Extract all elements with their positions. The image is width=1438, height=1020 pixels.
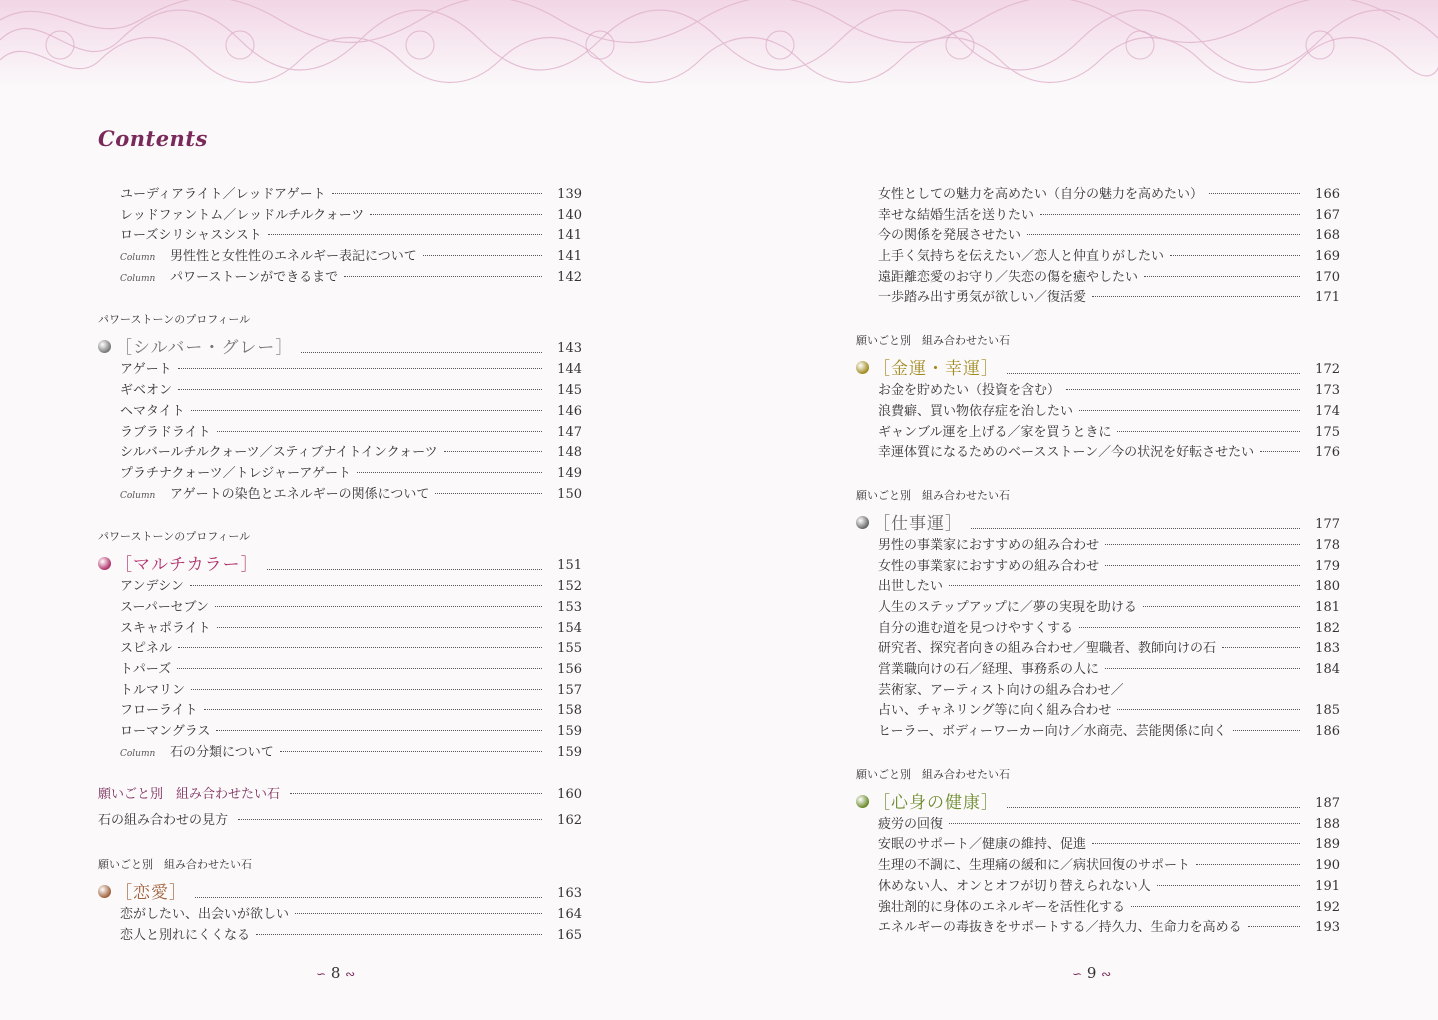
entry-page: 185 bbox=[1315, 703, 1340, 719]
leader-dots bbox=[178, 647, 542, 648]
entry-title: ユーディアライト／レッドアゲート bbox=[120, 187, 326, 202]
leader-dots bbox=[1007, 373, 1300, 374]
toc-entry[interactable] bbox=[98, 423, 582, 444]
leader-dots bbox=[1066, 389, 1300, 390]
toc-entry[interactable] bbox=[856, 856, 1340, 877]
entry-title: 強壮剤的に身体のエネルギーを活性化する bbox=[878, 899, 1126, 915]
toc-entry[interactable] bbox=[856, 639, 1340, 660]
entry-title: 研究者、探究者向きの組み合わせ／聖職者、教師向けの石 bbox=[878, 641, 1217, 657]
leader-dots bbox=[177, 668, 542, 669]
leader-dots bbox=[1105, 565, 1300, 566]
toc-entry[interactable] bbox=[856, 619, 1340, 640]
section-label: パワーストーンのプロフィール bbox=[98, 313, 251, 327]
leader-dots bbox=[444, 451, 542, 452]
entry-title: スキャポライト bbox=[120, 620, 211, 636]
entry-page: 158 bbox=[557, 703, 582, 719]
leader-dots bbox=[1117, 431, 1300, 432]
entry-title: フローライト bbox=[120, 703, 198, 719]
entry-title: ギベオン bbox=[120, 383, 173, 399]
category-heading[interactable] bbox=[856, 506, 1340, 534]
entry-page: 159 bbox=[557, 744, 582, 760]
category-gem-icon bbox=[856, 361, 869, 374]
entry-page: 139 bbox=[557, 187, 582, 202]
entry-title: 生理の不調に、生理痛の緩和に／病状回復のサポート bbox=[878, 858, 1191, 874]
entry-page: 193 bbox=[1315, 920, 1340, 936]
toc-entry[interactable] bbox=[98, 247, 582, 268]
toc-entry[interactable] bbox=[98, 226, 582, 247]
entry-title: 人生のステップアップに／夢の実現を助ける bbox=[878, 599, 1137, 615]
category-page: 151 bbox=[557, 558, 582, 574]
toc-entry[interactable] bbox=[856, 918, 1340, 939]
entry-page: 149 bbox=[557, 465, 582, 481]
toc-entry[interactable] bbox=[856, 722, 1340, 743]
entry-page: 184 bbox=[1315, 662, 1340, 677]
category-heading[interactable] bbox=[856, 785, 1340, 813]
entry-title: 一歩踏み出す勇気が欲しい／復活愛 bbox=[878, 290, 1087, 306]
toc-entry[interactable] bbox=[856, 577, 1340, 598]
entry-title: 占い、チャネリング等に向く組み合わせ bbox=[878, 703, 1112, 719]
toc-entry[interactable] bbox=[98, 464, 582, 485]
leader-dots bbox=[370, 214, 542, 215]
leader-dots bbox=[215, 606, 542, 607]
entry-title: 石の分類について bbox=[170, 744, 274, 760]
toc-entry[interactable] bbox=[98, 701, 582, 722]
toc-entry[interactable] bbox=[856, 660, 1340, 681]
category-name: ［恋愛］ bbox=[115, 883, 187, 904]
entry-title: スピネル bbox=[120, 641, 173, 657]
category-gem-icon bbox=[98, 340, 111, 353]
toc-entry[interactable] bbox=[98, 722, 582, 743]
column-tag: Column bbox=[120, 273, 156, 284]
entry-title: 出世したい bbox=[878, 579, 944, 595]
entry-page: 168 bbox=[1315, 228, 1340, 244]
toc-entry[interactable] bbox=[856, 288, 1340, 309]
category-name: ［シルバー・グレー］ bbox=[115, 338, 294, 359]
category-gem-icon bbox=[856, 795, 869, 808]
entry-page: 155 bbox=[557, 641, 582, 657]
entry-title: 女性の事業家におすすめの組み合わせ bbox=[878, 558, 1100, 574]
leader-dots bbox=[191, 410, 542, 411]
entry-title: プラチナクォーツ／トレジャーアゲート bbox=[120, 465, 351, 481]
entry-page: 144 bbox=[557, 362, 582, 378]
entry-page: 183 bbox=[1315, 641, 1340, 657]
leader-dots bbox=[949, 823, 1300, 824]
right-page-number: ∽ 9 ∾ bbox=[1072, 964, 1112, 982]
toc-entry[interactable] bbox=[856, 877, 1340, 898]
entry-title: 営業職向けの石／経理、事務系の人に bbox=[878, 662, 1100, 677]
leader-dots bbox=[1170, 255, 1300, 256]
toc-entry[interactable] bbox=[856, 536, 1340, 557]
left-folio-number: 8 bbox=[330, 964, 341, 982]
leader-dots bbox=[256, 934, 542, 935]
contents-heading: Contents bbox=[98, 126, 208, 151]
category-name: ［マルチカラー］ bbox=[115, 555, 259, 576]
entry-title: 芸術家、アーティスト向けの組み合わせ／ bbox=[878, 682, 1124, 698]
toc-entry[interactable] bbox=[856, 381, 1340, 402]
toc-entry[interactable] bbox=[98, 268, 582, 289]
category-page: 187 bbox=[1315, 795, 1340, 811]
leader-dots bbox=[290, 793, 542, 794]
toc-entry[interactable] bbox=[98, 206, 582, 227]
category-heading[interactable] bbox=[856, 351, 1340, 379]
entry-title: 恋人と別れにくくなる bbox=[120, 928, 251, 944]
category-heading[interactable] bbox=[98, 330, 582, 358]
section-label: 願いごと別 組み合わせたい石 bbox=[856, 767, 1010, 781]
entry-title: スーパーセブン bbox=[120, 599, 209, 615]
entry-title: シルバールチルクォーツ／スティブナイトインクォーツ bbox=[120, 445, 438, 461]
leader-dots bbox=[1105, 668, 1300, 669]
column-tag: Column bbox=[120, 748, 156, 759]
entry-page: 190 bbox=[1315, 858, 1340, 874]
toc-entry[interactable] bbox=[98, 443, 582, 464]
entry-page: 164 bbox=[557, 907, 582, 923]
wish-heading-entry[interactable] bbox=[98, 783, 582, 807]
leader-dots bbox=[301, 352, 542, 353]
entry-page: 142 bbox=[557, 269, 582, 285]
toc-entry[interactable] bbox=[856, 185, 1340, 206]
entry-page: 147 bbox=[557, 424, 582, 440]
entry-page: 140 bbox=[557, 207, 582, 223]
leader-dots bbox=[1092, 296, 1300, 297]
right-folio-number: 9 bbox=[1086, 964, 1097, 982]
entry-page: 191 bbox=[1315, 878, 1340, 894]
toc-entry[interactable] bbox=[98, 926, 582, 947]
leader-dots bbox=[949, 585, 1300, 586]
entry-page: 175 bbox=[1315, 424, 1340, 440]
entry-page: 173 bbox=[1315, 383, 1340, 399]
entry-page: 189 bbox=[1315, 837, 1340, 853]
toc-entry[interactable] bbox=[856, 701, 1340, 722]
entry-title: 浪費癖、買い物依存症を治したい bbox=[878, 403, 1074, 419]
howto-entry[interactable] bbox=[98, 809, 582, 833]
toc-entry[interactable] bbox=[856, 206, 1340, 227]
leader-dots bbox=[332, 193, 542, 194]
entry-page: 178 bbox=[1315, 537, 1340, 553]
category-gem-icon bbox=[856, 516, 869, 529]
entry-page: 171 bbox=[1315, 290, 1340, 306]
category-name: ［金運・幸運］ bbox=[873, 359, 999, 380]
category-page: 177 bbox=[1315, 516, 1340, 532]
toc-entry[interactable] bbox=[856, 402, 1340, 423]
leader-dots bbox=[1027, 234, 1300, 235]
leader-dots bbox=[1196, 864, 1300, 865]
category-gem-icon bbox=[98, 885, 111, 898]
leader-dots bbox=[216, 730, 542, 731]
entry-page: 141 bbox=[557, 228, 582, 244]
leader-dots bbox=[1157, 885, 1300, 886]
section-label: 願いごと別 組み合わせたい石 bbox=[856, 334, 1010, 348]
leader-dots bbox=[178, 389, 542, 390]
entry-title: 男性の事業家におすすめの組み合わせ bbox=[878, 537, 1100, 553]
leader-dots bbox=[204, 709, 542, 710]
entry-page: 176 bbox=[1315, 445, 1340, 461]
entry-title: 上手く気持ちを伝えたい／恋人と仲直りがしたい bbox=[878, 249, 1165, 265]
entry-page: 153 bbox=[557, 599, 582, 615]
entry-title: 女性としての魅力を高めたい（自分の魅力を高めたい） bbox=[878, 187, 1204, 202]
entry-page: 150 bbox=[557, 486, 582, 502]
leader-dots bbox=[1209, 193, 1300, 194]
entry-page: 179 bbox=[1315, 558, 1340, 574]
toc-entry[interactable] bbox=[98, 485, 582, 506]
entry-page: 165 bbox=[557, 928, 582, 944]
entry-title: パワーストーンができるまで bbox=[170, 269, 339, 285]
leader-dots bbox=[1143, 606, 1300, 607]
toc-entry[interactable] bbox=[98, 598, 582, 619]
leader-dots bbox=[295, 913, 542, 914]
entry-title: 男性性と女性性のエネルギー表記について bbox=[170, 249, 417, 265]
toc-entry[interactable] bbox=[856, 423, 1340, 444]
entry-page: 174 bbox=[1315, 403, 1340, 419]
entry-title: お金を貯めたい（投資を含む） bbox=[878, 383, 1061, 399]
toc-entry[interactable] bbox=[856, 815, 1340, 836]
left-page-toc bbox=[98, 185, 582, 947]
leader-dots bbox=[971, 528, 1300, 529]
entry-page: 157 bbox=[557, 682, 582, 698]
entry-title: ヘマタイト bbox=[120, 403, 185, 419]
entry-page: 181 bbox=[1315, 599, 1340, 615]
column-tag: Column bbox=[120, 490, 156, 501]
category-page: 172 bbox=[1315, 362, 1340, 378]
category-gem-icon bbox=[98, 557, 111, 570]
leader-dots bbox=[344, 276, 542, 277]
category-page: 143 bbox=[557, 341, 582, 357]
leader-dots bbox=[1079, 627, 1300, 628]
entry-title: 遠距離恋愛のお守り／失恋の傷を癒やしたい bbox=[878, 269, 1139, 285]
toc-entry[interactable] bbox=[856, 247, 1340, 268]
right-page-toc bbox=[856, 185, 1340, 939]
category-name: ［仕事運］ bbox=[873, 513, 963, 534]
leader-dots bbox=[195, 897, 542, 898]
leader-dots bbox=[191, 689, 542, 690]
leader-dots bbox=[267, 569, 542, 570]
entry-page: 170 bbox=[1315, 269, 1340, 285]
leader-dots bbox=[435, 493, 542, 494]
entry-title: トルマリン bbox=[120, 682, 186, 698]
entry-title: 恋がしたい、出会いが欲しい bbox=[120, 907, 290, 923]
leader-dots bbox=[1248, 926, 1300, 927]
category-heading[interactable] bbox=[98, 875, 582, 903]
leader-dots bbox=[268, 234, 542, 235]
leader-dots bbox=[238, 819, 542, 820]
decorative-header-band bbox=[0, 0, 1438, 86]
entry-page: 148 bbox=[557, 445, 582, 461]
leader-dots bbox=[1007, 807, 1300, 808]
category-page: 163 bbox=[557, 886, 582, 902]
leader-dots bbox=[190, 585, 542, 586]
leader-dots bbox=[217, 431, 542, 432]
leader-dots bbox=[1131, 906, 1300, 907]
toc-entry[interactable] bbox=[856, 226, 1340, 247]
entry-title: 幸運体質になるためのベースストーン／今の状況を好転させたい bbox=[878, 445, 1255, 461]
category-name: ［心身の健康］ bbox=[873, 792, 999, 813]
entry-title: ローマングラス bbox=[120, 724, 211, 740]
toc-entry[interactable] bbox=[856, 898, 1340, 919]
entry-page: 182 bbox=[1315, 620, 1340, 636]
toc-entry[interactable] bbox=[98, 743, 582, 764]
leader-dots bbox=[1079, 410, 1300, 411]
entry-title: 自分の進む道を見つけやすくする bbox=[878, 620, 1074, 636]
toc-entry[interactable] bbox=[98, 905, 582, 926]
entry-page: 180 bbox=[1315, 579, 1340, 595]
section-label: 願いごと別 組み合わせたい石 bbox=[856, 488, 1010, 502]
wish-heading-title: 願いごと別 組み合わせたい石 bbox=[98, 787, 281, 803]
toc-entry[interactable] bbox=[98, 185, 582, 206]
entry-page: 169 bbox=[1315, 249, 1340, 265]
leader-dots bbox=[178, 368, 542, 369]
leader-dots bbox=[357, 472, 542, 473]
entry-page: 156 bbox=[557, 662, 582, 677]
entry-title: トパーズ bbox=[120, 662, 172, 677]
howto-title: 石の組み合わせの見方 bbox=[98, 813, 229, 829]
toc-entry[interactable] bbox=[856, 681, 1340, 702]
entry-page: 167 bbox=[1315, 207, 1340, 223]
left-page-number: ∽ 8 ∾ bbox=[316, 964, 356, 982]
entry-page: 141 bbox=[557, 249, 582, 265]
toc-entry[interactable] bbox=[856, 835, 1340, 856]
entry-title: 疲労の回復 bbox=[878, 816, 944, 832]
wish-heading-page: 160 bbox=[557, 787, 582, 803]
leader-dots bbox=[1222, 647, 1300, 648]
leader-dots bbox=[423, 255, 542, 256]
toc-entry[interactable] bbox=[98, 360, 582, 381]
entry-title: ヒーラー、ボディーワーカー向け／水商売、芸能関係に向く bbox=[878, 724, 1227, 740]
toc-entry[interactable] bbox=[98, 381, 582, 402]
entry-title: アンデシン bbox=[120, 579, 184, 595]
entry-title: ギャンブル運を上げる／家を買うときに bbox=[878, 424, 1112, 440]
entry-page: 145 bbox=[557, 383, 582, 399]
entry-title: 今の関係を発展させたい bbox=[878, 228, 1022, 244]
entry-title: 幸せな結婚生活を送りたい bbox=[878, 207, 1035, 223]
leader-dots bbox=[1105, 544, 1300, 545]
entry-title: アゲート bbox=[120, 362, 172, 378]
entry-title: アゲートの染色とエネルギーの関係について bbox=[170, 486, 430, 502]
toc-entry[interactable] bbox=[856, 557, 1340, 578]
entry-title: レッドファントム／レッドルチルクォーツ bbox=[120, 207, 365, 223]
entry-page: 188 bbox=[1315, 816, 1340, 832]
leader-dots bbox=[1117, 709, 1300, 710]
toc-entry[interactable] bbox=[98, 660, 582, 681]
entry-page: 152 bbox=[557, 579, 582, 595]
entry-page: 192 bbox=[1315, 899, 1340, 915]
leader-dots bbox=[217, 627, 542, 628]
leader-dots bbox=[1260, 451, 1300, 452]
entry-title: 休めない人、オンとオフが切り替えられない人 bbox=[878, 878, 1151, 894]
leader-dots bbox=[280, 751, 542, 752]
toc-entry[interactable] bbox=[98, 639, 582, 660]
toc-entry[interactable] bbox=[98, 577, 582, 598]
category-heading[interactable] bbox=[98, 547, 582, 575]
entry-title: ラブラドライト bbox=[120, 424, 211, 440]
toc-entry[interactable] bbox=[98, 619, 582, 640]
leader-dots bbox=[1233, 730, 1300, 731]
entry-page: 166 bbox=[1315, 187, 1340, 202]
leader-dots bbox=[1040, 214, 1300, 215]
section-label: 願いごと別 組み合わせたい石 bbox=[98, 858, 252, 872]
howto-page: 162 bbox=[557, 813, 582, 829]
column-tag: Column bbox=[120, 253, 156, 264]
toc-entry[interactable] bbox=[856, 443, 1340, 464]
entry-title: 安眠のサポート／健康の維持、促進 bbox=[878, 837, 1087, 853]
entry-title: エネルギーの毒抜きをサポートする／持久力、生命力を高める bbox=[878, 920, 1242, 936]
toc-entry[interactable] bbox=[98, 402, 582, 423]
section-label: パワーストーンのプロフィール bbox=[98, 530, 251, 544]
toc-entry[interactable] bbox=[856, 598, 1340, 619]
entry-page: 146 bbox=[557, 403, 582, 419]
entry-title: ローズシリシャスシスト bbox=[120, 228, 262, 244]
leader-dots bbox=[1144, 276, 1300, 277]
toc-entry[interactable] bbox=[98, 681, 582, 702]
toc-entry[interactable] bbox=[856, 268, 1340, 289]
entry-page: 159 bbox=[557, 724, 582, 740]
entry-page: 186 bbox=[1315, 724, 1340, 740]
entry-page: 154 bbox=[557, 620, 582, 636]
leader-dots bbox=[1092, 843, 1300, 844]
